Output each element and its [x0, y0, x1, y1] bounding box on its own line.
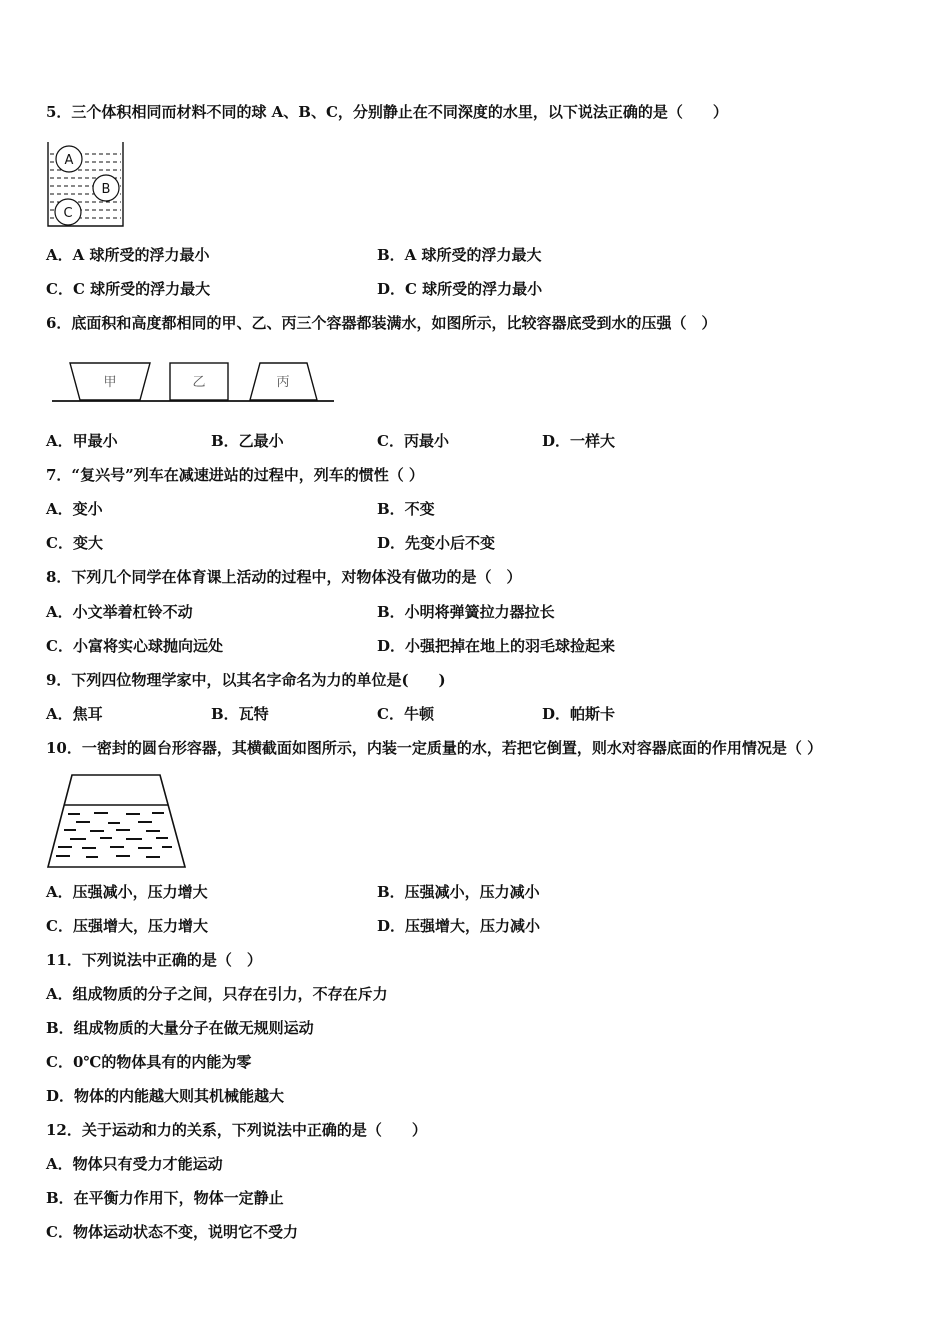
q11-option-a: A．组成物质的分子之间，只存在引力，不存在斥力: [46, 985, 388, 1003]
frustum-container: [48, 775, 185, 867]
q9-option-b: B．瓦特: [211, 705, 269, 723]
ball-a-label: A: [64, 153, 74, 168]
q11-option-d: D．物体的内能越大则其机械能越大: [46, 1087, 285, 1105]
q10-option-c: C．压强增大，压力增大: [46, 917, 208, 935]
q6-stem: 6．底面积和高度都相同的甲、乙、丙三个容器都装满水，如图所示，比较容器底受到水的压强（ ）: [46, 314, 717, 332]
container-bing-label: 丙: [276, 375, 290, 390]
q6-option-a: A．甲最小: [46, 432, 118, 450]
q9-option-d: D．帕斯卡: [542, 705, 616, 723]
q10-figure: [46, 772, 188, 870]
container-jia-label: 甲: [103, 375, 117, 390]
q5-option-c: C．C 球所受的浮力最大: [46, 280, 211, 298]
q11-option-c: C．0℃的物体具有的内能为零: [46, 1053, 252, 1071]
q5-option-d: D．C 球所受的浮力最小: [377, 280, 543, 298]
q10-option-b: B．压强减小，压力减小: [377, 883, 540, 901]
q5-stem: 5．三个体积相同而材料不同的球 A、B、C，分别静止在不同深度的水里，以下说法正确的是（ ）: [46, 103, 728, 121]
q8-stem: 8．下列几个同学在体育课上活动的过程中，对物体没有做功的是（ ）: [46, 568, 522, 586]
q7-stem: 7．“复兴号”列车在减速进站的过程中，列车的惯性（ ）: [46, 466, 424, 484]
ball-c-label: C: [63, 206, 73, 221]
q12-stem: 12．关于运动和力的关系，下列说法中正确的是（ ）: [46, 1121, 427, 1139]
q9-option-a: A．焦耳: [46, 705, 103, 723]
ball-b-label: B: [101, 182, 111, 197]
q12-option-b: B．在平衡力作用下，物体一定静止: [46, 1189, 284, 1207]
q6-option-b: B．乙最小: [211, 432, 284, 450]
q12-option-c: C．物体运动状态不变，说明它不受力: [46, 1223, 298, 1241]
q7-option-a: A．变小: [46, 500, 103, 518]
q5-figure: [46, 140, 126, 230]
q8-option-b: B．小明将弹簧拉力器拉长: [377, 603, 555, 621]
q11-option-b: B．组成物质的大量分子在做无规则运动: [46, 1019, 314, 1037]
q9-stem: 9．下列四位物理学家中，以其名字命名为力的单位是( ): [46, 671, 446, 689]
q9-option-c: C．牛顿: [377, 705, 434, 723]
q5-option-b: B．A 球所受的浮力最大: [377, 246, 542, 264]
q7-option-c: C．变大: [46, 534, 103, 552]
q8-option-c: C．小富将实心球抛向远处: [46, 637, 223, 655]
q6-option-d: D．一样大: [542, 432, 616, 450]
q7-option-b: B．不变: [377, 500, 435, 518]
container-yi-label: 乙: [192, 375, 206, 390]
q6-option-c: C．丙最小: [377, 432, 449, 450]
q8-option-d: D．小强把掉在地上的羽毛球捡起来: [377, 637, 616, 655]
q10-option-d: D．压强增大，压力减小: [377, 917, 541, 935]
q11-stem: 11．下列说法中正确的是（ ）: [46, 951, 262, 969]
q7-option-d: D．先变小后不变: [377, 534, 496, 552]
q6-figure: [52, 360, 336, 406]
q8-option-a: A．小文举着杠铃不动: [46, 603, 193, 621]
q5-option-a: A．A 球所受的浮力最小: [46, 246, 210, 264]
q12-option-a: A．物体只有受力才能运动: [46, 1155, 223, 1173]
q10-stem: 10．一密封的圆台形容器，其横截面如图所示，内装一定质量的水，若把它倒置，则水对容器底面的作用情况是（ ）: [46, 739, 823, 757]
q10-option-a: A．压强减小，压力增大: [46, 883, 208, 901]
